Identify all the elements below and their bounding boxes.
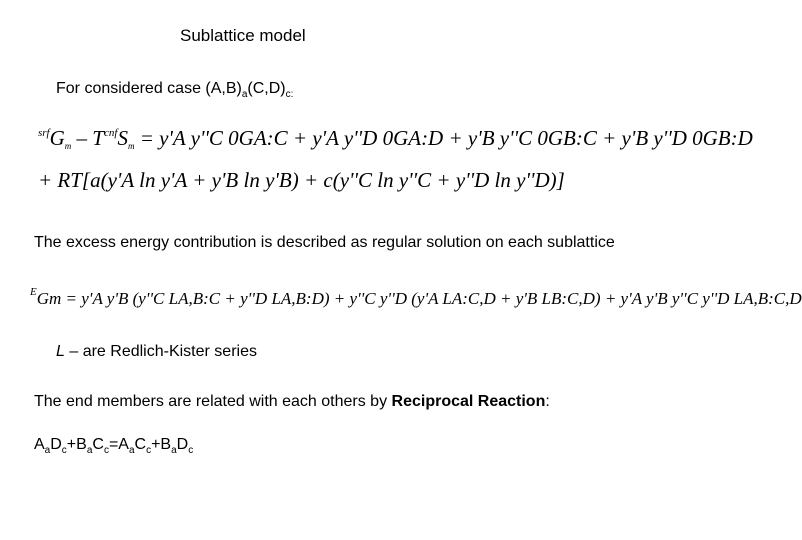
superscript-srf: srf xyxy=(38,127,50,139)
reaction-sub: c xyxy=(61,445,67,456)
reaction-term: A xyxy=(34,436,45,453)
reaction-sub: c xyxy=(103,445,109,456)
excess-energy-text: The excess energy contribution is described as regular solution on each sublattice xyxy=(34,234,615,251)
reaction-term: C xyxy=(92,436,104,453)
reciprocal-reaction-label: Reciprocal Reaction xyxy=(391,393,546,410)
excess-equation-terms: Gm = y'A y'B (y''C LA,B:C + y''D LA,B:D) + y''C y''D (y'A LA:C,D + y'B LB:C,D) + y'A y'B y''C y''D LA,B:C,D xyxy=(36,289,802,308)
case-suffix: : xyxy=(290,89,294,100)
reaction-term: A xyxy=(118,436,129,453)
reaction-sub: c xyxy=(188,445,194,456)
reaction-sub: a xyxy=(44,445,51,456)
reaction-term: C xyxy=(134,436,147,453)
gibbs-energy-equation-line-2: + RT[a(y'A ln y'A + y'B ln y'B) + c(y''C ln y''C + y''D ln y''D)] xyxy=(38,168,565,192)
reaction-sub: a xyxy=(128,445,135,456)
gm-symbol: G xyxy=(49,126,65,150)
end-members-prefix: The end members are related with each others by xyxy=(34,393,392,410)
case-middle: (C,D) xyxy=(247,80,286,97)
entropy-symbol: S xyxy=(117,126,128,150)
reaction-operator: = xyxy=(108,436,119,453)
superscript-cnf: cnf xyxy=(103,127,118,139)
reaction-sub: c xyxy=(146,445,152,456)
redlich-kister-note xyxy=(56,343,257,361)
reaction-term: D xyxy=(176,436,189,453)
reaction-operator: + xyxy=(151,436,161,453)
reaction-term: B xyxy=(76,436,87,453)
l-letter: L xyxy=(56,343,65,360)
equation-1-terms: = y'A y''C 0GA:C + y'A y''D 0GA:D + y'B y''C 0GB:C + y'B y''D 0GB:D xyxy=(134,126,753,150)
excess-energy-equation xyxy=(30,286,802,309)
reaction-sub: a xyxy=(86,445,93,456)
page-title: Sublattice model xyxy=(180,26,306,45)
case-sub-a: a xyxy=(241,89,248,100)
minus-t-symbol: – T xyxy=(71,126,104,150)
case-prefix: For considered case (A,B) xyxy=(56,80,242,97)
reaction-operator: + xyxy=(66,436,77,453)
reciprocal-reaction-formula xyxy=(34,436,193,456)
l-note-text: – are Redlich-Kister series xyxy=(64,343,257,360)
case-line xyxy=(56,80,293,100)
gm-subscript: m xyxy=(64,141,72,151)
superscript-e: E xyxy=(30,286,37,298)
end-members-text xyxy=(34,393,550,411)
entropy-subscript: m xyxy=(127,141,135,151)
gibbs-energy-equation-line-1 xyxy=(38,126,753,151)
case-sub-c: c xyxy=(285,89,291,100)
reaction-term: D xyxy=(50,436,62,453)
end-members-suffix: : xyxy=(545,393,550,410)
reaction-sub: a xyxy=(171,445,177,456)
reaction-term: B xyxy=(160,436,172,453)
